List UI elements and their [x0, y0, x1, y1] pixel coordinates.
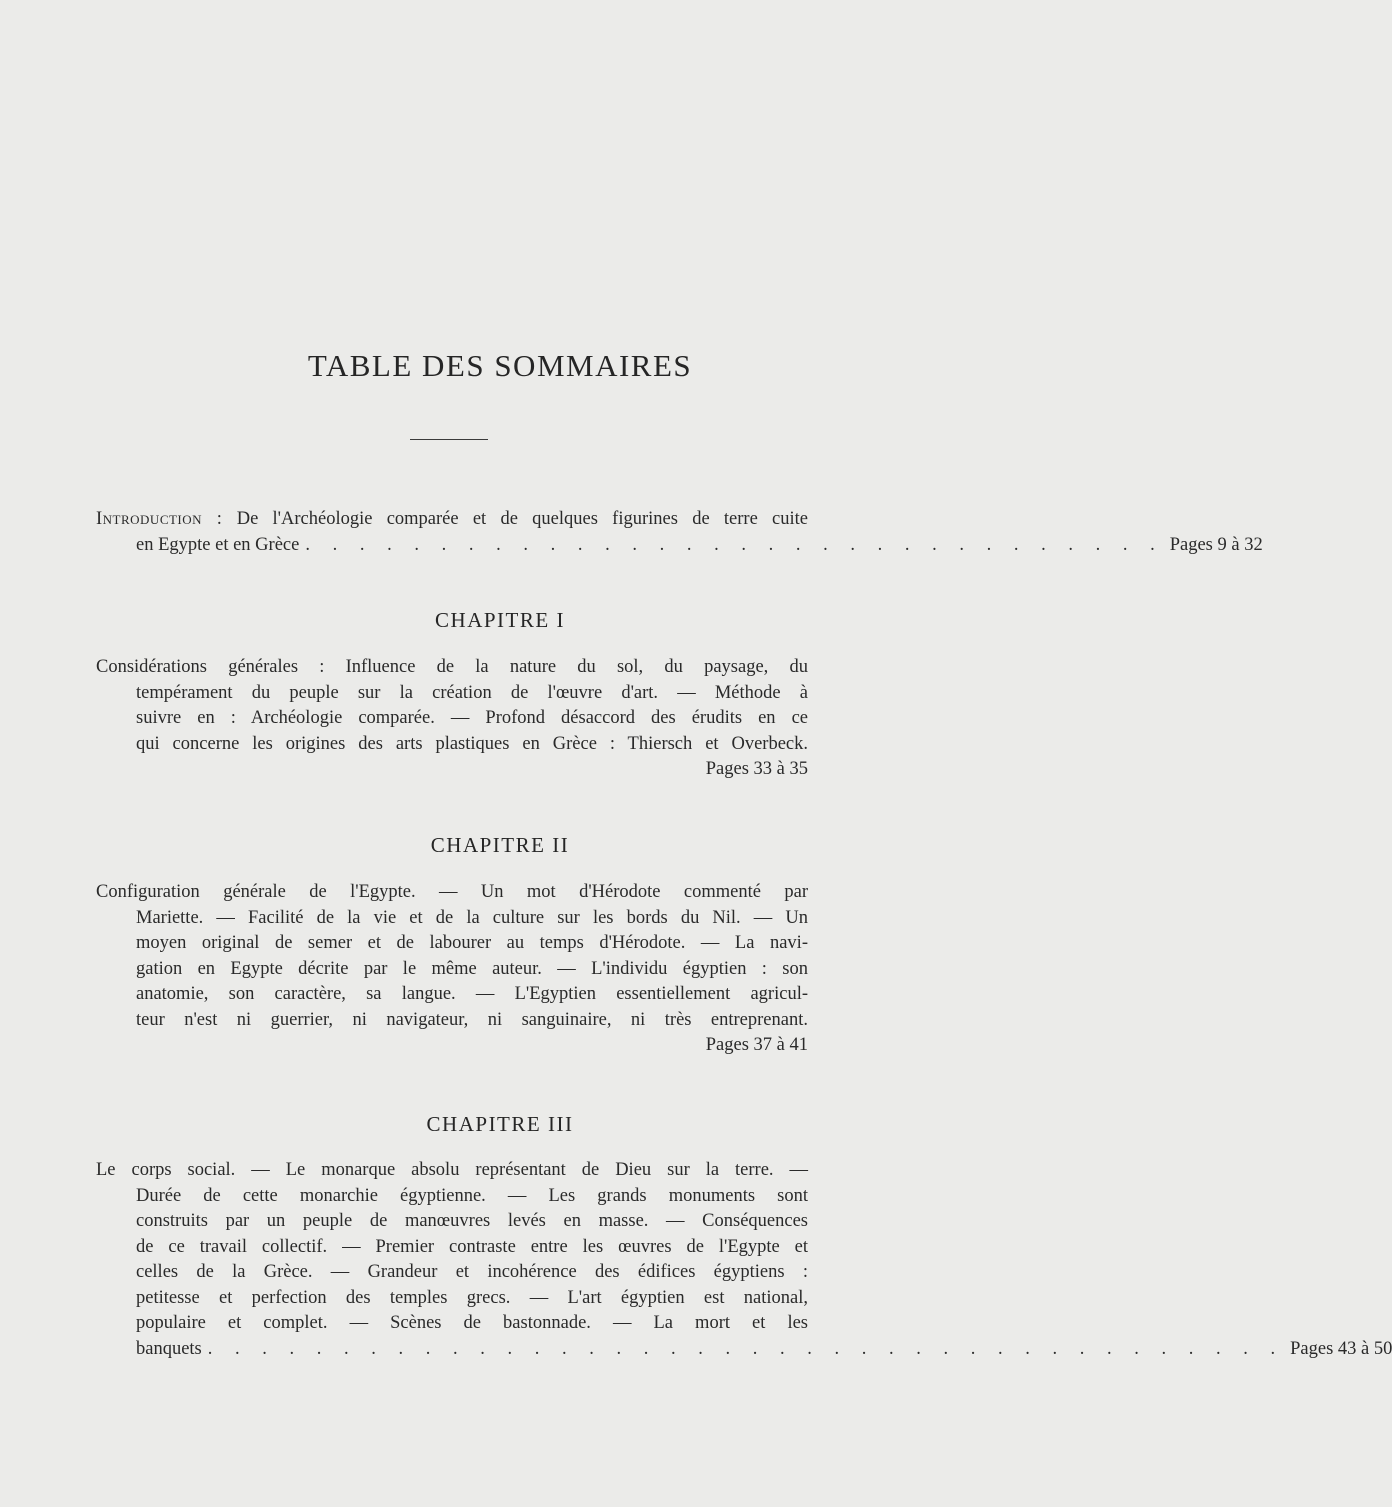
chapter-1-summary: [96, 655, 808, 783]
dot-leader: . . . . . . . . . . . . . . . . . . . . . . . . . . . . . . . . . . . . . . . .: [207, 1338, 1285, 1359]
chapter-3-pages-line: [96, 1337, 1392, 1363]
summary-line: tempérament du peuple sur la création de l'œuvre d'art. — Méthode à: [136, 682, 808, 703]
chapter-3-pages: Pages 43 à 50: [1290, 1338, 1392, 1359]
introduction-text: De l'Archéologie comparée et de quelques figurines de terre cuite: [236, 509, 808, 529]
chapter-2-summary: [96, 880, 808, 1059]
summary-line: moyen original de semer et de labourer au temps d'Hérodote. — La navi-: [136, 933, 808, 953]
page-title: TABLE DES SOMMAIRES: [307, 348, 693, 383]
dot-leader: . . . . . . . . . . . . . . . . . . . . . . . . . . . . . . . .: [305, 534, 1164, 555]
summary-line: Mariette. — Facilité de la vie et de la culture sur les bords du Nil. — Un: [136, 907, 808, 928]
title-rule: [410, 439, 488, 440]
summary-line: petitesse et perfection des temples grecs. — L'art égyptien est national,: [136, 1287, 808, 1308]
chapter-3-heading: CHAPITRE III: [426, 1112, 574, 1136]
summary-line: qui concerne les origines des arts plastiques en Grèce : Thiersch et Overbeck.: [136, 733, 808, 754]
introduction-line: [96, 507, 808, 533]
chapter-1-pages: Pages 33 à 35: [705, 759, 808, 779]
chapter-2-heading: CHAPITRE II: [430, 833, 570, 857]
summary-line: Le corps social. — Le monarque absolu représentant de Dieu sur la terre. —: [96, 1160, 808, 1180]
summary-line: Configuration générale de l'Egypte. — Un mot d'Hérodote commenté par: [96, 882, 808, 902]
chapter-3-summary: [96, 1158, 1392, 1362]
summary-line: gation en Egypte décrite par le même auteur. — L'individu égyptien : son: [136, 958, 808, 979]
summary-line: suivre en : Archéologie comparée. — Profond désaccord des érudits en ce: [136, 708, 808, 728]
summary-line: anatomie, son caractère, sa langue. — L'Egyptien essentiellement agricul-: [136, 984, 808, 1004]
summary-line: celles de la Grèce. — Grandeur et incohérence des édifices égyptiens :: [136, 1262, 808, 1282]
summary-line: de ce travail collectif. — Premier contraste entre les œuvres de l'Egypte et: [136, 1236, 808, 1257]
introduction-text-cont: en Egypte et en Grèce: [136, 534, 300, 555]
chapter-1-heading: CHAPITRE I: [435, 608, 565, 632]
introduction-pages-line: [96, 533, 1263, 559]
introduction-label: Introduction :: [96, 509, 223, 529]
summary-line: teur n'est ni guerrier, ni navigateur, ni sanguinaire, ni très entreprenant.: [136, 1009, 808, 1030]
chapter-2-pages: Pages 37 à 41: [705, 1035, 808, 1055]
summary-line: construits par un peuple de manœuvres levés en masse. — Conséquences: [136, 1211, 808, 1231]
summary-line: populaire et complet. — Scènes de bastonnade. — La mort et les: [136, 1313, 808, 1333]
summary-line: Considérations générales : Influence de la nature du sol, du paysage, du: [96, 657, 808, 677]
summary-line-last: banquets: [136, 1338, 202, 1359]
introduction-entry: [96, 507, 1263, 558]
summary-line: Durée de cette monarchie égyptienne. — Les grands monuments sont: [136, 1185, 808, 1206]
introduction-pages: Pages 9 à 32: [1169, 534, 1263, 555]
